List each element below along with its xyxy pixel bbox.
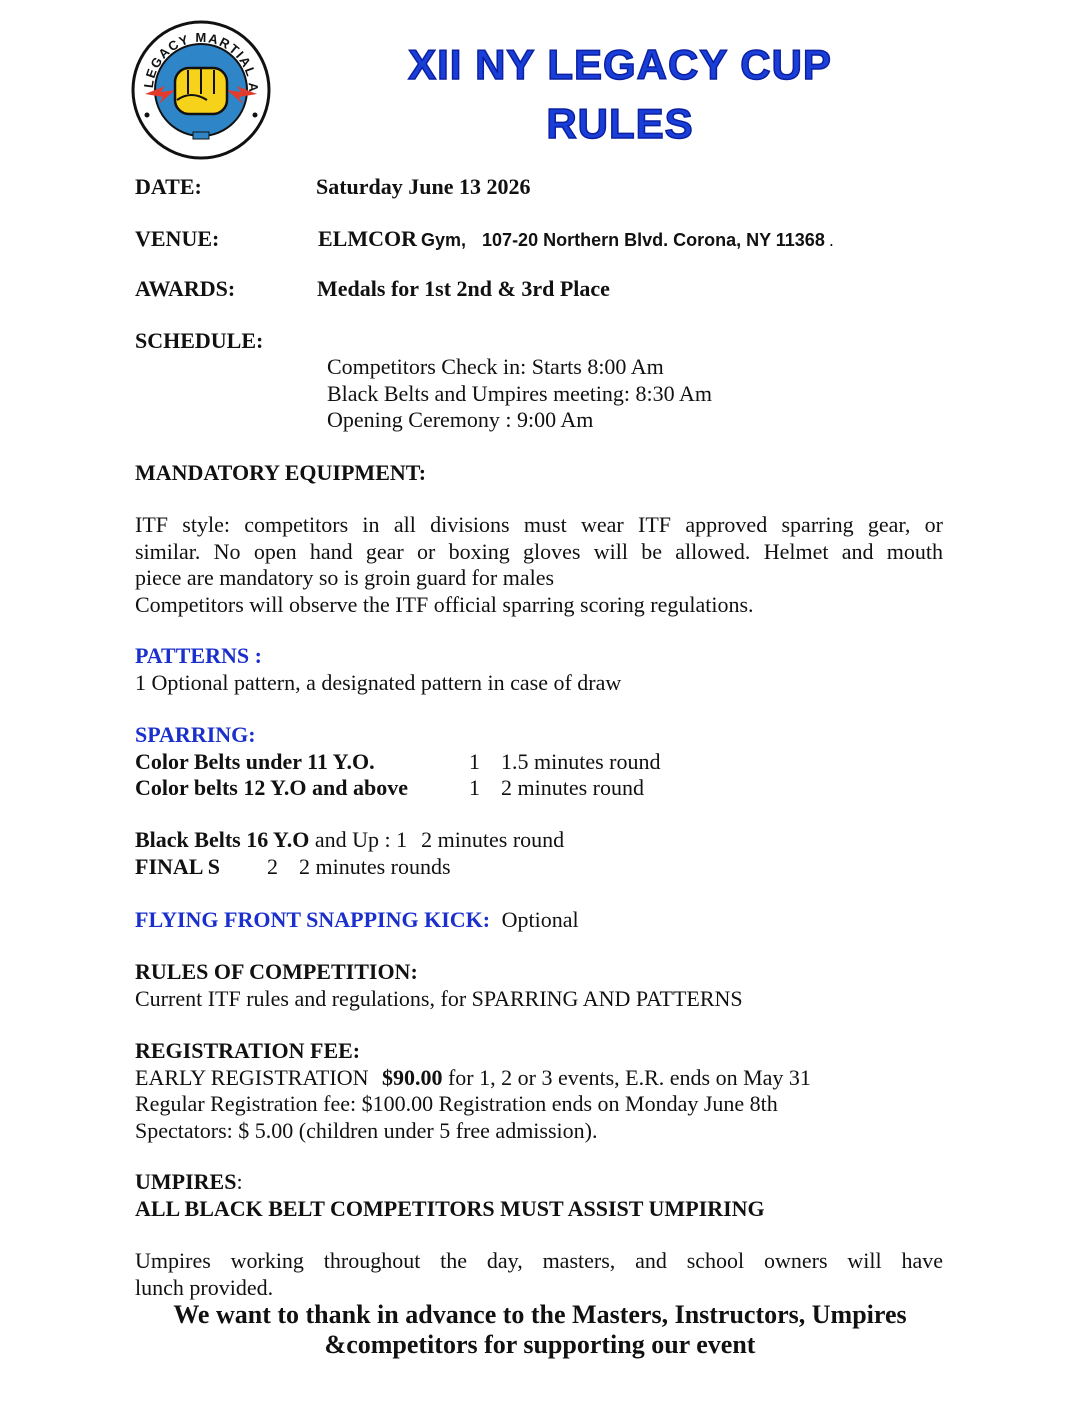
equipment-line: similar. No open hand gear or boxing gloves will be allowed. Helmet and mouth [135,538,943,564]
regular-registration-line: Regular Registration fee: $100.00 Registration ends on Monday June 8th [135,1091,778,1116]
finals-rounds: 2 [267,853,278,879]
finals-row [135,854,943,881]
flying-kick-label: FLYING FRONT SNAPPING KICK: [135,907,491,932]
schedule-list [327,354,712,434]
early-registration-details: for 1, 2 or 3 events, E.R. ends on May 31 [442,1064,811,1090]
equipment-line: ITF style: competitors in all divisions must wear ITF approved sparring gear, or [135,512,943,537]
umpires-mandatory: ALL BLACK BELT COMPETITORS MUST ASSIST UMPIRING [135,1195,765,1221]
schedule-label: SCHEDULE: [135,328,264,353]
awards-label: AWARDS: [135,276,236,301]
umpires-colon: : [236,1169,243,1194]
sparring-heading: SPARRING: [135,722,256,747]
sparring-rounds: 1 [469,775,480,800]
flying-kick-value: Optional [501,907,579,932]
finals-label: FINAL S [135,853,220,879]
umpires-note-line: lunch provided. [135,1274,274,1300]
logo-ring-text: LEGACY MARTIAL A [140,29,262,94]
thank-you-message [120,1300,960,1360]
patterns-heading: PATTERNS : [135,643,262,668]
sparring-row [135,775,943,802]
early-registration-line [135,1065,943,1092]
umpires-heading-row [135,1169,943,1196]
sparring-rounds: 1 [469,748,480,774]
sparring-detail: 2 minutes round [501,775,644,800]
rules-section [135,959,943,1012]
flying-kick-row [135,907,943,934]
equipment-line: Competitors will observe the ITF official sparring scoring regulations. [135,591,754,617]
sparring-division: Color Belts under 11 Y.O. [135,748,375,774]
legacy-martial-arts-logo [131,20,271,160]
sparring-section [135,722,943,802]
schedule-item: Opening Ceremony : 9:00 Am [327,407,594,432]
page-title: XII NY LEGACY CUP [408,41,832,88]
black-belt-row [135,827,943,854]
umpires-note [135,1248,943,1301]
venue-gym: Gym, [421,230,467,250]
rules-heading: RULES OF COMPETITION: [135,959,418,984]
sparring-division: Color belts 12 Y.O and above [135,775,409,800]
early-registration-label: EARLY REGISTRATION [135,1064,369,1090]
black-belt-division: Black Belts 16 Y.O [135,827,310,852]
umpires-heading: UMPIRES [135,1169,237,1194]
patterns-section [135,643,943,696]
thank-you-line: &competitors for supporting our event [324,1330,756,1359]
date-label: DATE: [135,174,202,199]
page-subtitle: RULES [546,100,694,147]
equipment-line: piece are mandatory so is groin guard for males [135,565,555,590]
early-registration-amount: $90.00 [381,1064,443,1090]
patterns-text: 1 Optional pattern, a designated pattern in case of draw [135,669,622,695]
venue-label: VENUE: [135,226,220,251]
equipment-label: MANDATORY EQUIPMENT: [135,460,427,485]
fist-logo-icon [131,20,271,160]
spectators-line: Spectators: $ 5.00 (children under 5 free admission). [135,1117,598,1143]
venue-value [318,226,834,255]
fees-section [135,1038,943,1144]
schedule-item: Black Belts and Umpires meeting: 8:30 Am [327,380,712,406]
venue-address: 107-20 Northern Blvd. Corona, NY 11368 [482,230,825,250]
black-belt-rounds: and Up : 1 [309,827,408,852]
black-belt-detail: 2 minutes round [421,827,565,852]
finals-detail: 2 minutes rounds [299,853,451,879]
black-belt-section [135,827,943,880]
fees-heading: REGISTRATION FEE: [135,1038,361,1063]
date-value: Saturday June 13 2026 [316,174,531,199]
sparring-row [135,749,943,776]
thank-you-line: We want to thank in advance to the Masters, Instructors, Umpires [173,1300,907,1329]
schedule-item: Competitors Check in: Starts 8:00 Am [327,354,664,379]
awards-value: Medals for 1st 2nd & 3rd Place [317,276,610,301]
equipment-text [135,512,943,618]
sparring-detail: 1.5 minutes round [501,748,661,774]
umpires-note-line: Umpires working throughout the day, masters, and school owners will have [135,1248,943,1273]
umpires-section [135,1169,943,1222]
venue-name: ELMCOR [318,226,417,251]
rules-text: Current ITF rules and regulations, for SPARRING AND PATTERNS [135,985,743,1011]
venue-dot: . [828,230,834,250]
